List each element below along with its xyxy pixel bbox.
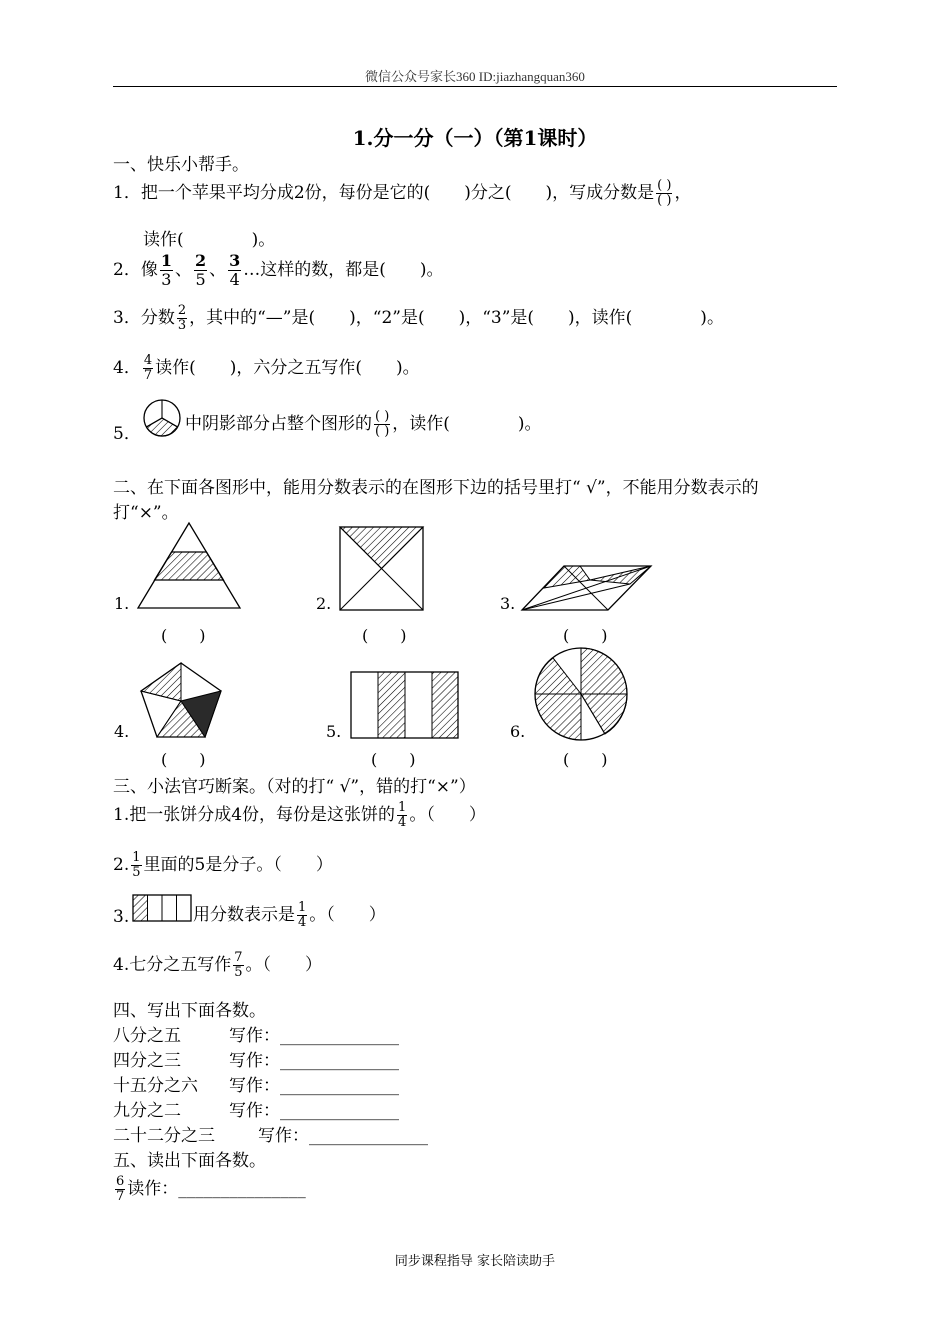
figure-1-label: 1. — [114, 594, 130, 613]
page-header: 微信公众号家长360 ID:jiazhangquan360 — [365, 69, 585, 84]
figure-1-answer[interactable]: ( ) — [161, 626, 206, 645]
fraction-2-3: $\frac{2}{3}$ — [177, 303, 187, 333]
s1-q4: 4． $\frac{4}{7}$ 读作( )，六分之五写作( )。 — [113, 353, 420, 383]
s3-item3-num: 3. — [113, 907, 130, 927]
fraction-3-4: $\frac{3}{4}$ — [229, 251, 241, 289]
s4-row-word: 八分之五 — [113, 1026, 181, 1046]
section1-heading: 一、快乐小帮手。 — [113, 155, 249, 175]
s1-q5: 中阴影部分占整个图形的 $\frac{( )}{( )}$ ，读作( )。 — [185, 409, 542, 439]
fraction-7-5: $\frac{7}{5}$ — [234, 950, 243, 980]
page-title: 1.分一分（一）（第1课时） — [352, 126, 598, 150]
figure-3-parallelogram — [520, 562, 654, 614]
figure-2-square — [339, 526, 425, 612]
figure-4-label: 4. — [114, 722, 130, 741]
s4-row-answer[interactable]: 写作：______________ — [258, 1126, 428, 1146]
fraction-2-5: $\frac{2}{5}$ — [194, 251, 207, 289]
s3-item2: 2. $\frac{1}{5}$ 里面的5是分子。（ ） — [113, 850, 333, 880]
section5-heading: 五、读出下面各数。 — [113, 1151, 266, 1171]
figure-5-answer[interactable]: ( ) — [371, 750, 416, 769]
s1-q2: 2．像 $\frac{1}{3}$ 、 $\frac{2}{5}$ 、 $\frac{3}{4}$ …这样的数，都是( )。 — [113, 251, 444, 289]
figure-2-answer[interactable]: ( ) — [362, 626, 407, 645]
page-footer: 同步课程指导 家长陪读助手 — [394, 1254, 556, 1269]
figure-3-label: 3. — [500, 594, 516, 613]
s3-item3: 用分数表示是 $\frac{1}{4}$ 。（ ） — [193, 900, 386, 930]
s1-q1: 1．把一个苹果平均分成2份，每份是它的( )分之( )，写成分数是 $\frac{( )}{( )}$ ， — [113, 178, 692, 208]
fraction-1-4-b: $\frac{1}{4}$ — [298, 900, 307, 930]
section3-heading: 三、小法官巧断案。（对的打“ √”，错的打“×”） — [113, 777, 476, 797]
s3-item1: 1.把一张饼分成4份，每份是这张饼的 $\frac{1}{4}$ 。（ ） — [113, 800, 486, 830]
figure-6-answer[interactable]: ( ) — [563, 750, 608, 769]
s4-row-word: 十五分之六 — [113, 1076, 198, 1096]
fraction-1-5: $\frac{1}{5}$ — [132, 850, 141, 880]
fraction-1-4: $\frac{1}{4}$ — [398, 800, 407, 830]
figure-3-answer[interactable]: ( ) — [563, 626, 608, 645]
figure-5-rectangle — [350, 671, 460, 739]
section4-heading: 四、写出下面各数。 — [113, 1001, 266, 1021]
figure-4-pentagon — [139, 661, 223, 741]
s4-row-answer[interactable]: 写作：______________ — [229, 1076, 399, 1096]
s3-item3-bar-figure — [132, 894, 192, 924]
figure-6-label: 6. — [510, 722, 526, 741]
figure-4-answer[interactable]: ( ) — [161, 750, 206, 769]
s1-q3: 3．分数 $\frac{2}{3}$ ，其中的“—”是( )，“2”是( )，“3”是( )，读作( )。 — [113, 303, 724, 333]
s4-row-word: 二十二分之三 — [113, 1126, 215, 1146]
s1-q1-text: 1．把一个苹果平均分成2份，每份是它的( )分之( )，写成分数是 — [113, 183, 655, 203]
section2-heading-line1: 二、在下面各图形中，能用分数表示的在图形下边的括号里打“ √”，不能用分数表示的 — [113, 478, 759, 498]
figure-6-circle — [533, 646, 629, 742]
figure-2-label: 2. — [316, 594, 332, 613]
figure-1-triangle — [136, 520, 242, 612]
section2-heading-line2: 打“×”。 — [113, 503, 179, 523]
s4-row-word: 四分之三 — [113, 1051, 181, 1071]
s4-row-answer[interactable]: 写作：______________ — [229, 1026, 399, 1046]
fraction-6-7: $\frac{6}{7}$ — [116, 1174, 125, 1204]
s1-q5-blank-fraction[interactable]: $\frac{( )}{( )}$ — [375, 409, 390, 439]
s5-item — [113, 1174, 306, 1204]
s1-q1-line2: 读作( )。 — [143, 230, 276, 250]
fraction-4-7: $\frac{4}{7}$ — [143, 353, 153, 383]
s4-row-answer[interactable]: 写作：______________ — [229, 1051, 399, 1071]
figure-5-label: 5. — [326, 722, 342, 741]
header-rule — [113, 86, 837, 87]
fraction-1-3: $\frac{1}{3}$ — [160, 251, 172, 289]
s4-row-word: 九分之二 — [113, 1101, 181, 1121]
s3-item4: 4.七分之五写作 $\frac{7}{5}$ 。（ ） — [113, 950, 323, 980]
circle-thirds-figure — [142, 398, 182, 438]
s1-q1-blank-fraction[interactable]: $\frac{( )}{( )}$ — [657, 178, 672, 208]
s4-row-answer[interactable]: 写作：______________ — [229, 1101, 399, 1121]
s5-read-answer[interactable]: 读作：_______________ — [127, 1179, 306, 1199]
s1-q5-num: 5． — [113, 424, 141, 444]
